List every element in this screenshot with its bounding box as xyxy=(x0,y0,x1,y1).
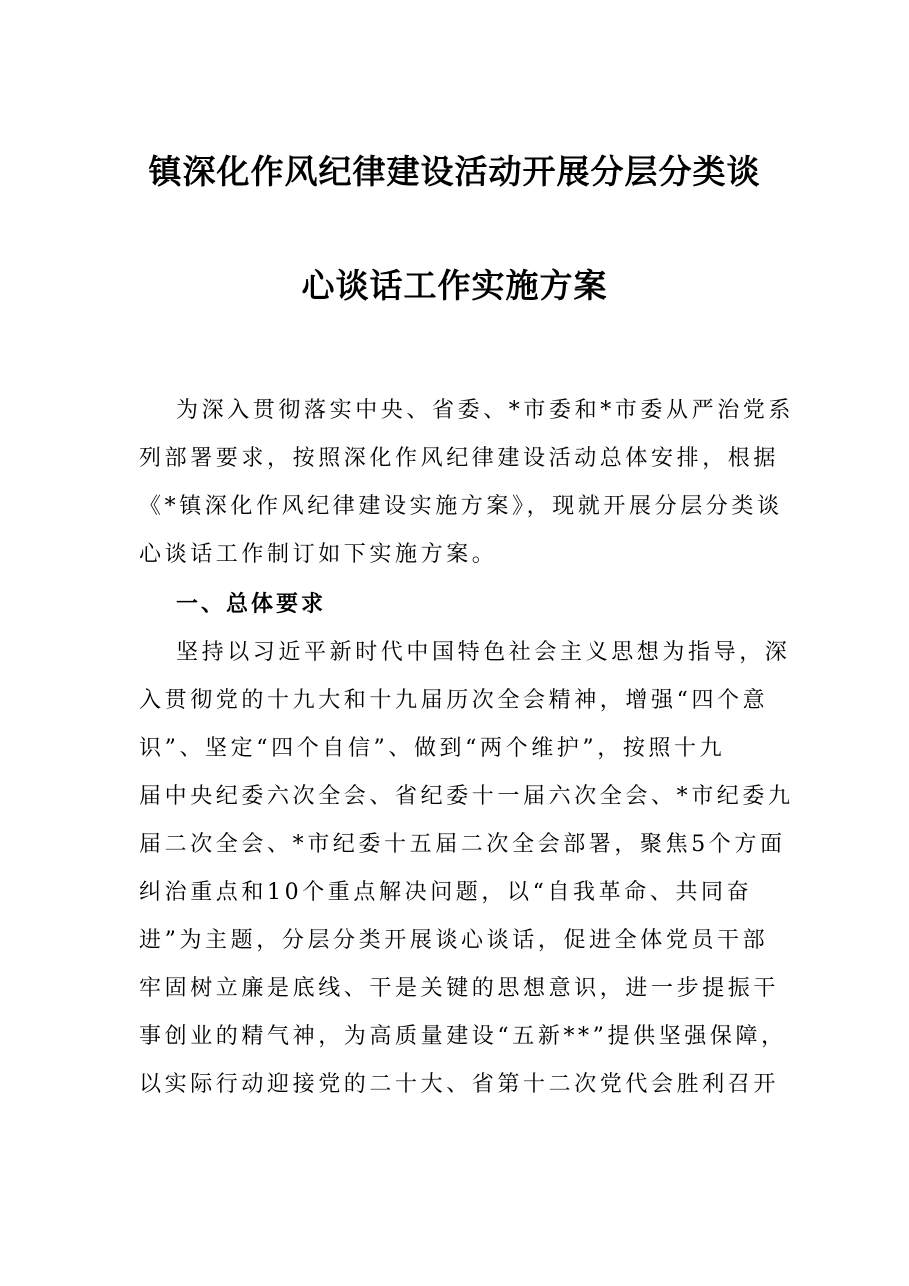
intro-line: 列部署要求，按照深化作风纪律建设活动总体安排，根据 xyxy=(139,446,780,471)
body-line: 入贯彻党的十九大和十九届历次全会精神，增强“四个意 xyxy=(139,688,769,713)
body-line: 事创业的精气神，为高质量建设“五新**”提供坚强保障， xyxy=(139,1024,787,1049)
body-line: 牢固树立廉是底线、干是关键的思想意识，进一步提振干 xyxy=(139,976,780,1001)
body-line: 坚持以习近平新时代中国特色社会主义思想为指导，深 xyxy=(176,640,791,665)
body-line: 纠治重点和10个重点解决问题，以“自我革命、共同奋 xyxy=(139,880,753,905)
body-line: 届中央纪委六次全会、省纪委十一届六次全会、*市纪委九 xyxy=(139,784,794,809)
section-heading: 一、总体要求 xyxy=(176,592,327,617)
intro-line: 心谈话工作制订如下实施方案。 xyxy=(139,542,498,567)
body-line: 识”、坚定“四个自信”、做到“两个维护”，按照十九 xyxy=(139,736,726,761)
document-title-line-2: 心谈话工作实施方案 xyxy=(301,266,608,305)
body-line: 进”为主题，分层分类开展谈心谈话，促进全体党员干部 xyxy=(139,928,769,953)
body-line: 届二次全会、*市纪委十五届二次全会部署，聚焦5个方面 xyxy=(139,832,786,857)
intro-line: 为深入贯彻落实中央、省委、*市委和*市委从严治党系 xyxy=(176,398,795,423)
body-line: 以实际行动迎接党的二十大、省第十二次党代会胜利召开 xyxy=(139,1072,780,1097)
intro-line: 《*镇深化作风纪律建设实施方案》，现就开展分层分类谈 xyxy=(139,494,783,519)
document-title-line-1: 镇深化作风纪律建设活动开展分层分类谈 xyxy=(148,152,761,191)
